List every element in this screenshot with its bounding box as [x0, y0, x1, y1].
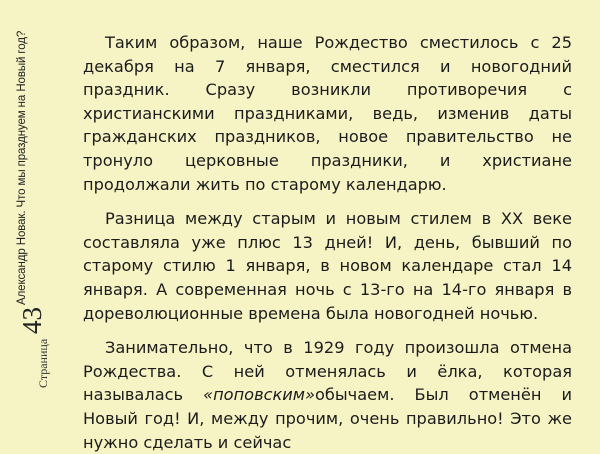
sidebar-rotated-text	[10, 0, 54, 388]
paragraph-3-quote: «поповским»	[203, 385, 316, 405]
paragraph-3	[83, 336, 572, 454]
page-word-label: Страница	[36, 338, 50, 388]
page-number: 43	[17, 307, 47, 334]
page-sidebar	[10, 0, 54, 423]
paragraph-1: Таким образом, наше Рождество сместилось с 25 декабря на 7 января, сместился и новогодний праздник. Сразу возникли противоречия с христианскими праздниками, ведь, изменив даты гражданских праздников, новое правительство не тронуло церковные праздники, и христиане продолжали жить по старому календарю.	[83, 33, 572, 194]
paragraph-2: Разница между старым и новым стилем в XX веке составляла уже плюс 13 дней! И, день, бывший по старому стилю 1 января, в новом календаре стал 14 января. А современная ночь с 13-го на 14-го января в дореволюционные времена была новогодней ночью.	[83, 209, 572, 323]
running-title: Александр Новак. Что мы празднуем на Новый год?	[16, 30, 28, 305]
page-body-text	[83, 31, 572, 454]
paragraph-3-start: Занимательно, что в 1929 году произошла отмена Рождества. С ней отменялась и ёлка, которая называлась	[83, 338, 572, 405]
paragraph-3-end: обычаем. Был отменён и Новый год! И, между прочим, очень правильно! Это же нужно сделать и сейчас	[83, 385, 572, 452]
